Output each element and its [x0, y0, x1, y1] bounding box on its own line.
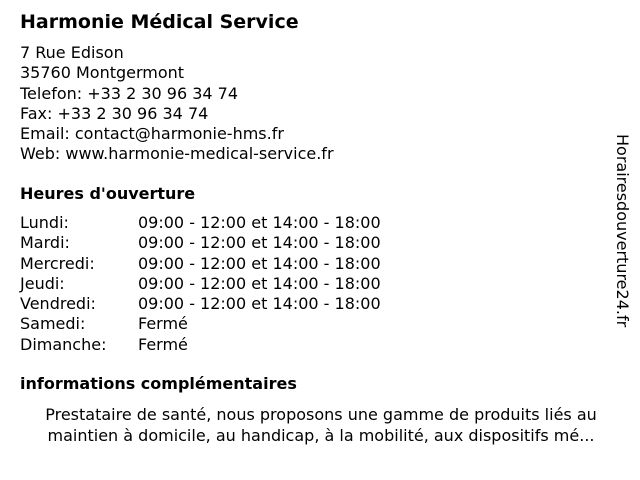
hours-row-saturday — [20, 314, 440, 334]
contact-block — [20, 43, 334, 165]
hours-day: Mercredi: — [20, 253, 95, 273]
info-description — [18, 404, 624, 446]
hours-time: 09:00 - 12:00 et 14:00 - 18:00 — [138, 253, 381, 273]
info-line: Prestataire de santé, nous proposons une gamme de produits liés au — [45, 405, 597, 424]
hours-day: Lundi: — [20, 213, 69, 232]
hours-table — [20, 213, 440, 355]
hours-day: Mardi: — [20, 233, 70, 253]
hours-time: 09:00 - 12:00 et 14:00 - 18:00 — [138, 273, 381, 293]
hours-time: 09:00 - 12:00 et 14:00 - 18:00 — [138, 233, 381, 253]
hours-row-monday — [20, 213, 440, 233]
hours-time: Fermé — [138, 314, 188, 334]
hours-row-tuesday — [20, 233, 440, 253]
info-heading: informations complémentaires — [20, 374, 297, 393]
hours-day: Jeudi: — [20, 273, 65, 293]
business-name: Harmonie Médical Service — [20, 11, 299, 33]
email-address[interactable]: Email: contact@harmonie-hms.fr — [20, 124, 284, 144]
hours-time: Fermé — [138, 334, 188, 354]
hours-row-wednesday — [20, 254, 440, 274]
watermark-text: Horairesdouverture24.fr — [613, 134, 632, 328]
hours-row-friday — [20, 294, 440, 314]
hours-heading: Heures d'ouverture — [20, 184, 196, 203]
hours-time: 09:00 - 12:00 et 14:00 - 18:00 — [138, 213, 381, 232]
hours-day: Dimanche: — [20, 334, 107, 354]
hours-row-thursday — [20, 274, 440, 294]
info-line: maintien à domicile, au handicap, à la mobilité, aux dispositifs mé... — [47, 426, 595, 445]
hours-day: Vendredi: — [20, 294, 96, 314]
hours-time: 09:00 - 12:00 et 14:00 - 18:00 — [138, 294, 381, 314]
fax-number: Fax: +33 2 30 96 34 74 — [20, 103, 209, 123]
watermark — [612, 134, 634, 370]
address-city: 35760 Montgermont — [20, 63, 185, 83]
address-street: 7 Rue Edison — [20, 43, 124, 62]
phone-number[interactable]: Telefon: +33 2 30 96 34 74 — [20, 83, 239, 103]
hours-day: Samedi: — [20, 314, 86, 334]
website-url[interactable]: Web: www.harmonie-medical-service.fr — [20, 144, 334, 164]
hours-row-sunday — [20, 335, 440, 355]
